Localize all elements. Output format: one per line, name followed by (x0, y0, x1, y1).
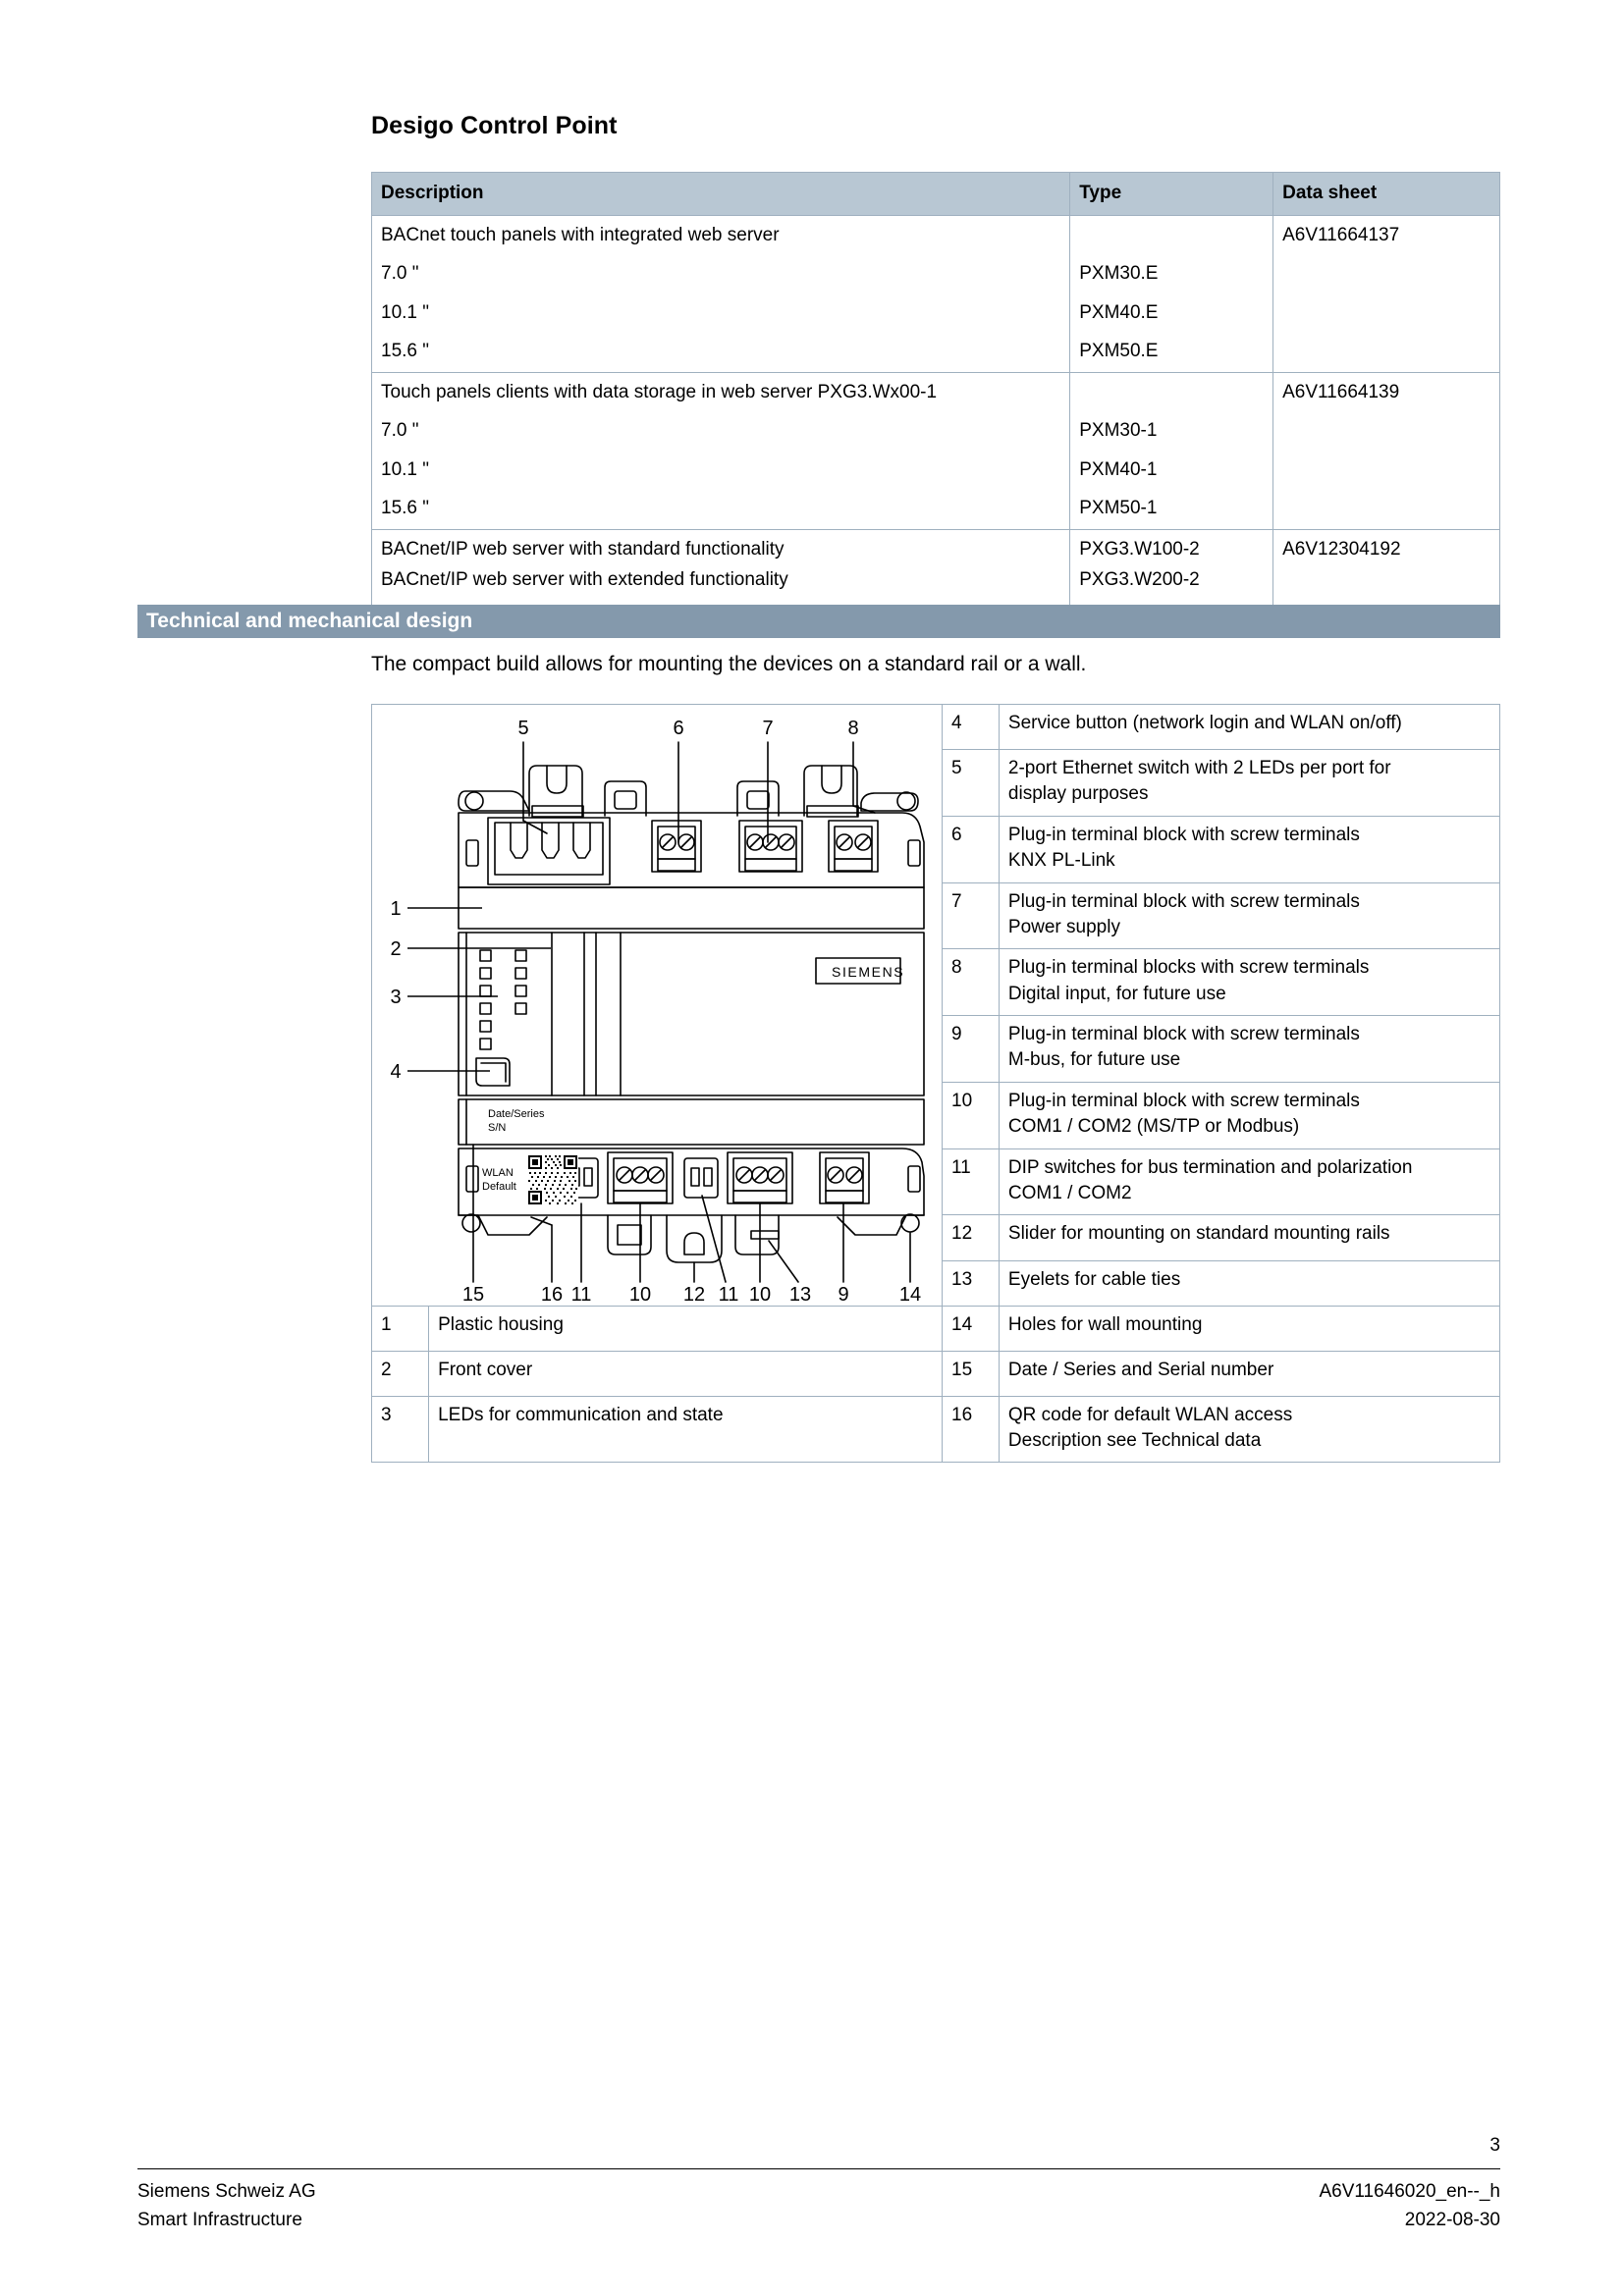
legend-number: 7 (943, 882, 1000, 949)
table-header-row (372, 173, 1500, 216)
legend-description (999, 1148, 1499, 1215)
legend-line-1: Plug-in terminal block with screw terminals (1007, 1024, 1360, 1045)
svg-text:16: 16 (540, 1284, 564, 1306)
desc-line: 7.0 " (381, 263, 419, 285)
legend-description (999, 705, 1499, 750)
table-row (372, 372, 1500, 529)
legend-line-1: Plug-in terminal block with screw terminals (1007, 824, 1360, 845)
type-line: PXG3.W200-2 (1079, 569, 1200, 591)
svg-text:3: 3 (390, 987, 402, 1008)
svg-text:1: 1 (390, 898, 402, 920)
legend-line-1: Plug-in terminal block with screw terminals (1007, 890, 1360, 912)
cell-data-sheet: A6V11664137 (1273, 215, 1500, 372)
legend-line-1: Eyelets for cable ties (1007, 1268, 1181, 1290)
column-header-description: Description (372, 173, 1070, 216)
legend-number: 2 (372, 1352, 429, 1397)
legend-line-2: Power supply (1007, 916, 1120, 937)
legend-description (999, 750, 1499, 817)
table-row (372, 215, 1500, 372)
legend-number: 12 (943, 1215, 1000, 1260)
desc-line: Touch panels clients with data storage in web server PXG3.Wx00-1 (381, 381, 938, 402)
footer-company-line-2: Smart Infrastructure (137, 2210, 302, 2231)
legend-row (372, 1307, 1500, 1352)
type-line: PXM50.E (1079, 341, 1159, 362)
svg-text:6: 6 (673, 718, 684, 739)
legend-line-2: Digital input, for future use (1007, 983, 1226, 1004)
legend-line-1: 2-port Ethernet switch with 2 LEDs per port for (1007, 758, 1391, 779)
svg-text:Date/Series: Date/Series (488, 1108, 545, 1120)
device-drawing (372, 705, 942, 1306)
desc-line: BACnet touch panels with integrated web server (381, 224, 780, 245)
legend-number: 16 (943, 1397, 1000, 1463)
svg-text:2: 2 (390, 938, 402, 960)
type-line: PXM30.E (1079, 263, 1159, 285)
legend-line-1: Plug-in terminal block with screw terminals (1007, 1090, 1360, 1111)
legend-line-1: Holes for wall mounting (1007, 1314, 1203, 1335)
legend-line-2: COM1 / COM2 (1007, 1182, 1132, 1203)
desc-line: 10.1 " (381, 458, 430, 480)
desc-line: 15.6 " (381, 498, 430, 519)
svg-text:11: 11 (718, 1284, 739, 1306)
legend-line-1: Front cover (438, 1360, 533, 1380)
legend-line-2: M-bus, for future use (1007, 1049, 1181, 1071)
legend-description (429, 1352, 943, 1397)
legend-line-2: COM1 / COM2 (MS/TP or Modbus) (1007, 1116, 1300, 1138)
legend-line-1: QR code for default WLAN access (1007, 1405, 1293, 1425)
svg-text:15: 15 (461, 1284, 485, 1306)
legend-description (429, 1397, 943, 1463)
cell-type (1070, 215, 1273, 372)
legend-line-1: Plastic housing (438, 1314, 564, 1335)
desc-line: BACnet/IP web server with extended functionality (381, 569, 788, 591)
legend-description (999, 1307, 1499, 1352)
type-line: PXM30-1 (1079, 420, 1158, 442)
legend-description (999, 1215, 1499, 1260)
column-header-type: Type (1070, 173, 1273, 216)
legend-number: 8 (943, 949, 1000, 1016)
legend-number: 4 (943, 705, 1000, 750)
cell-type (1070, 372, 1273, 529)
footer-date: 2022-08-30 (1404, 2210, 1500, 2231)
legend-number: 3 (372, 1397, 429, 1463)
svg-text:12: 12 (682, 1284, 706, 1306)
cell-description (372, 529, 1070, 605)
cell-type (1070, 529, 1273, 605)
section-lead-text: The compact build allows for mounting the devices on a standard rail or a wall. (371, 653, 1087, 675)
type-line: PXM40-1 (1079, 458, 1158, 480)
desc-line: 10.1 " (381, 301, 430, 323)
legend-line-1: Plug-in terminal blocks with screw terminals (1007, 957, 1370, 979)
device-drawing-cell (372, 705, 943, 1307)
legend-description (999, 1016, 1499, 1083)
cell-data-sheet: A6V12304192 (1273, 529, 1500, 605)
page-number: 3 (1489, 2135, 1500, 2156)
cell-description (372, 215, 1070, 372)
figure-legend-table (371, 704, 1500, 1463)
legend-description (999, 882, 1499, 949)
legend-number: 14 (943, 1307, 1000, 1352)
cell-description (372, 372, 1070, 529)
legend-line-1: DIP switches for bus termination and polarization (1007, 1156, 1413, 1178)
legend-number: 15 (943, 1352, 1000, 1397)
desc-line: 15.6 " (381, 341, 430, 362)
legend-description (999, 816, 1499, 882)
legend-number: 13 (943, 1260, 1000, 1306)
svg-text:S/N: S/N (488, 1122, 507, 1134)
legend-row (372, 1352, 1500, 1397)
svg-text:10: 10 (628, 1284, 652, 1306)
legend-number: 9 (943, 1016, 1000, 1083)
legend-description (999, 1352, 1499, 1397)
cell-data-sheet: A6V11664139 (1273, 372, 1500, 529)
footer-divider (137, 2168, 1500, 2169)
legend-number: 6 (943, 816, 1000, 882)
legend-description (999, 1260, 1499, 1306)
legend-line-2: KNX PL-Link (1007, 850, 1115, 872)
desc-line: 7.0 " (381, 420, 419, 442)
svg-text:8: 8 (847, 718, 859, 739)
legend-line-1: Date / Series and Serial number (1007, 1360, 1274, 1380)
legend-description (999, 1082, 1499, 1148)
footer-doc-id: A6V11646020_en--_h (1319, 2181, 1500, 2202)
type-line: PXM40.E (1079, 301, 1159, 323)
svg-text:7: 7 (762, 718, 774, 739)
legend-line-1: Slider for mounting on standard mounting rails (1007, 1223, 1390, 1245)
svg-text:SIEMENS: SIEMENS (832, 964, 905, 980)
product-table (371, 172, 1500, 606)
legend-number: 11 (943, 1148, 1000, 1215)
type-line: PXM50-1 (1079, 498, 1158, 519)
legend-line-1: LEDs for communication and state (438, 1405, 724, 1425)
legend-line-2: display purposes (1007, 783, 1149, 805)
svg-text:14: 14 (898, 1284, 922, 1306)
column-header-data-sheet: Data sheet (1273, 173, 1500, 216)
legend-description (429, 1307, 943, 1352)
table-row (372, 529, 1500, 605)
svg-text:9: 9 (838, 1284, 849, 1306)
footer-company-line-1: Siemens Schweiz AG (137, 2181, 316, 2202)
svg-text:10: 10 (748, 1284, 772, 1306)
legend-line-2: Description see Technical data (1007, 1430, 1262, 1452)
svg-text:4: 4 (390, 1061, 402, 1083)
svg-text:11: 11 (570, 1284, 592, 1306)
legend-description (999, 1397, 1499, 1463)
section-heading-band: Technical and mechanical design (137, 605, 1500, 638)
legend-row (372, 1397, 1500, 1463)
svg-text:13: 13 (788, 1284, 812, 1306)
legend-number: 1 (372, 1307, 429, 1352)
figure-row (372, 705, 1500, 750)
legend-number: 10 (943, 1082, 1000, 1148)
legend-description (999, 949, 1499, 1016)
footer-meta (1319, 2177, 1500, 2235)
svg-text:5: 5 (517, 718, 529, 739)
desc-line: BACnet/IP web server with standard functionality (381, 538, 785, 560)
legend-number: 5 (943, 750, 1000, 817)
legend-line-1: Service button (network login and WLAN on/off) (1007, 713, 1402, 733)
page-title: Desigo Control Point (371, 112, 618, 139)
type-line: PXG3.W100-2 (1079, 538, 1200, 560)
svg-text:WLAN: WLAN (482, 1167, 514, 1179)
svg-text:Default: Default (482, 1181, 516, 1193)
footer-company (137, 2177, 316, 2235)
